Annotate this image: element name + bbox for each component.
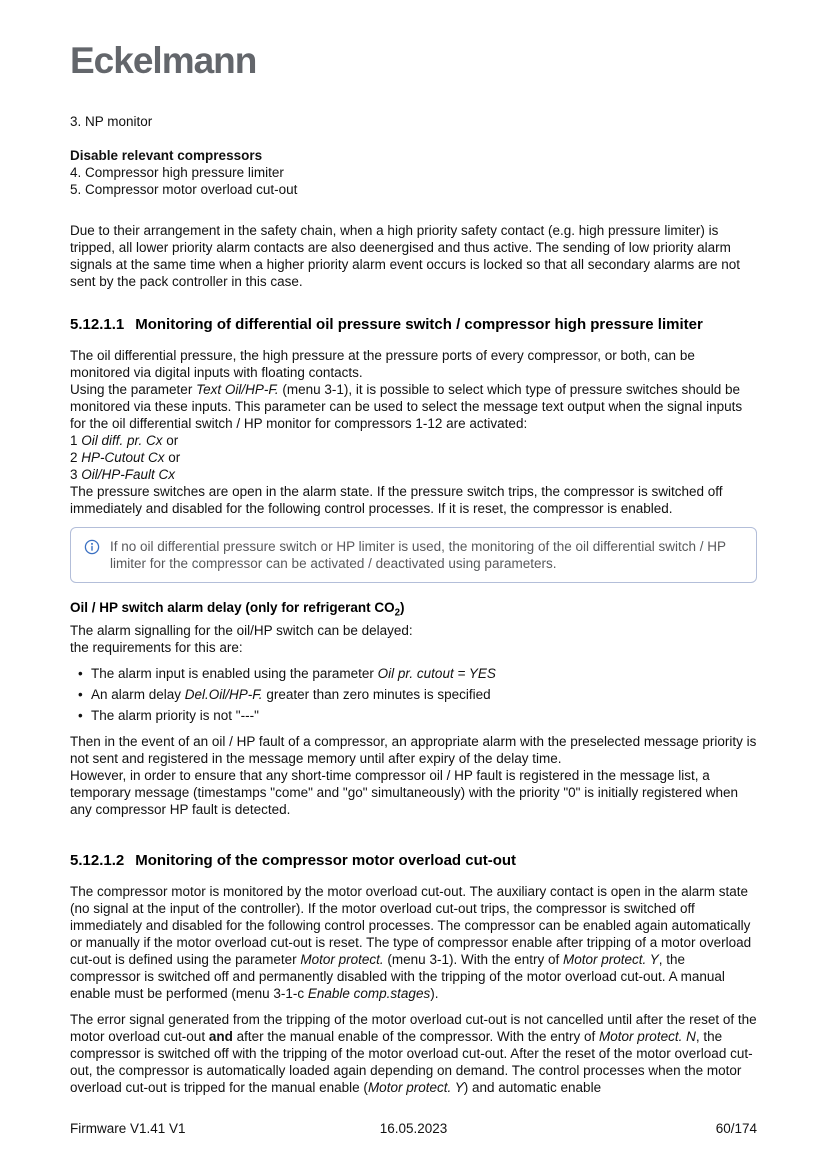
eckelmann-logo: Eckelmann	[70, 40, 257, 81]
paragraph: The error signal generated from the tripping of the motor overload cut-out is not cancelled until after the reset of the motor overload cut-out and after the manual enable of the compressor. With the entry of Motor protect. N, the compressor is switched off with the tripping of the motor overload cut-out. After the reset of the motor overload cut-out, the compressor is automatically loaded again depending on demand. The control processes when the motor overload cut-out is tripped for the manual enable (Motor protect. Y) and automatic enable	[70, 1011, 757, 1095]
option-line: 3 Oil/HP-Fault Cx	[70, 467, 176, 482]
delay-line: the requirements for this are:	[70, 639, 243, 655]
footer-date: 16.05.2023	[379, 1121, 448, 1136]
oil-hp-delay-heading: Oil / HP switch alarm delay (only for refrigerant $CO_2$)	[70, 600, 405, 619]
intro-paragraph: Due to their arrangement in the safety chain, when a high priority safety contact (e.g. high pressure limiter) is tripped, all lower priority alarm contacts are also deenergised and thus active. The sending of low priority alarm signals at the same time when a higher priority alarm event occurs is locked so that all secondary alarms are not sent by the pack controller in this case.	[70, 223, 741, 289]
section1-body	[70, 347, 757, 517]
paragraph-line: Then in the event of an oil / HP fault of a compressor, an appropriate alarm with the preselected message priority is not sent and registered in the message memory until after expiry of the delay time.	[70, 733, 757, 766]
info-note-box	[70, 527, 757, 583]
paragraph: The oil differential pressure, the high pressure at the pressure ports of every compressor, or both, can be monitored via digital inputs with floating contacts.	[70, 348, 695, 380]
option-line: 1 Oil diff. pr. Cx or	[70, 433, 179, 448]
section-number: 5.12.1.2	[70, 851, 125, 869]
list-item-np-monitor: 3. NP monitor	[70, 114, 153, 129]
paragraph-line: However, in order to ensure that any short-time compressor oil / HP fault is registered in the message list, a temporary message (timestamps "come" and "go" simultaneously) with the priority "0" is initially registered when any compressor HP fault is detected.	[70, 767, 739, 817]
section-title: Monitoring of differential oil pressure switch / compressor high pressure limiter	[135, 316, 703, 333]
footer-page-number: 60/174	[715, 1121, 757, 1136]
paragraph: The compressor motor is monitored by the motor overload cut-out. The auxiliary contact is open in the alarm state (no signal at the input of the controller). If the motor overload cut-out trips, the compressor is switched off immediately and disabled for the following control processes. The compressor can be enabled again automatically or manually if the motor overload cut-out is reset. The type of compressor enable after tripping of a motor overload cut-out is defined using the parameter Motor protect. (menu 3-1). With the entry of Motor protect. Y, the compressor is switched off and permanently disabled with the tripping of the motor overload cut-out. A manual enable must be performed (menu 3-1-c Enable comp.stages).	[70, 883, 752, 1001]
footer-firmware-version: Firmware V1.41 V1	[70, 1121, 186, 1136]
section-heading-5-12-1-2	[70, 851, 757, 870]
paragraph: The pressure switches are open in the alarm state. If the pressure switch trips, the compressor is switched off immediately and disabled for the following control processes. If it is reset, the compressor is enabled.	[70, 484, 723, 516]
list-item: • The alarm input is enabled using the parameter Oil pr. cutout = YES	[70, 665, 757, 682]
delay-line: The alarm signalling for the oil/HP switch can be delayed:	[70, 622, 413, 638]
requirements-list	[70, 665, 757, 724]
page-footer	[70, 1120, 757, 1137]
option-line: 2 HP-Cutout Cx or	[70, 450, 181, 465]
list-item: • An alarm delay Del.Oil/HP-F. greater than zero minutes is specified	[70, 686, 757, 703]
list-item: • The alarm priority is not "---"	[70, 707, 757, 724]
section-title: Monitoring of the compressor motor overload cut-out	[135, 851, 517, 869]
section-heading-5-12-1-1	[70, 315, 757, 334]
list-item-hp-limiter: 4. Compressor high pressure limiter	[70, 165, 284, 180]
paragraph	[70, 733, 757, 818]
paragraph: Using the parameter Text Oil/HP-F. (menu 3-1), it is possible to select which type of pressure switches should be monitored via these inputs. This parameter can be used to select the message text output when the signal inputs for the oil differential switch / HP monitor for compressors 1-12 are activated:	[70, 382, 743, 431]
info-note-text: If no oil differential pressure switch or HP limiter is used, the monitoring of the oil differential switch / HP limiter for the compressor can be activated / deactivated using parameters.	[110, 539, 726, 571]
section-number: 5.12.1.1	[70, 316, 125, 333]
section2-body	[70, 883, 757, 1096]
info-circle-icon	[84, 539, 100, 555]
disable-heading: Disable relevant compressors	[70, 148, 263, 163]
list-item-overload-cutout: 5. Compressor motor overload cut-out	[70, 182, 298, 197]
disable-compressors-block	[70, 147, 757, 198]
